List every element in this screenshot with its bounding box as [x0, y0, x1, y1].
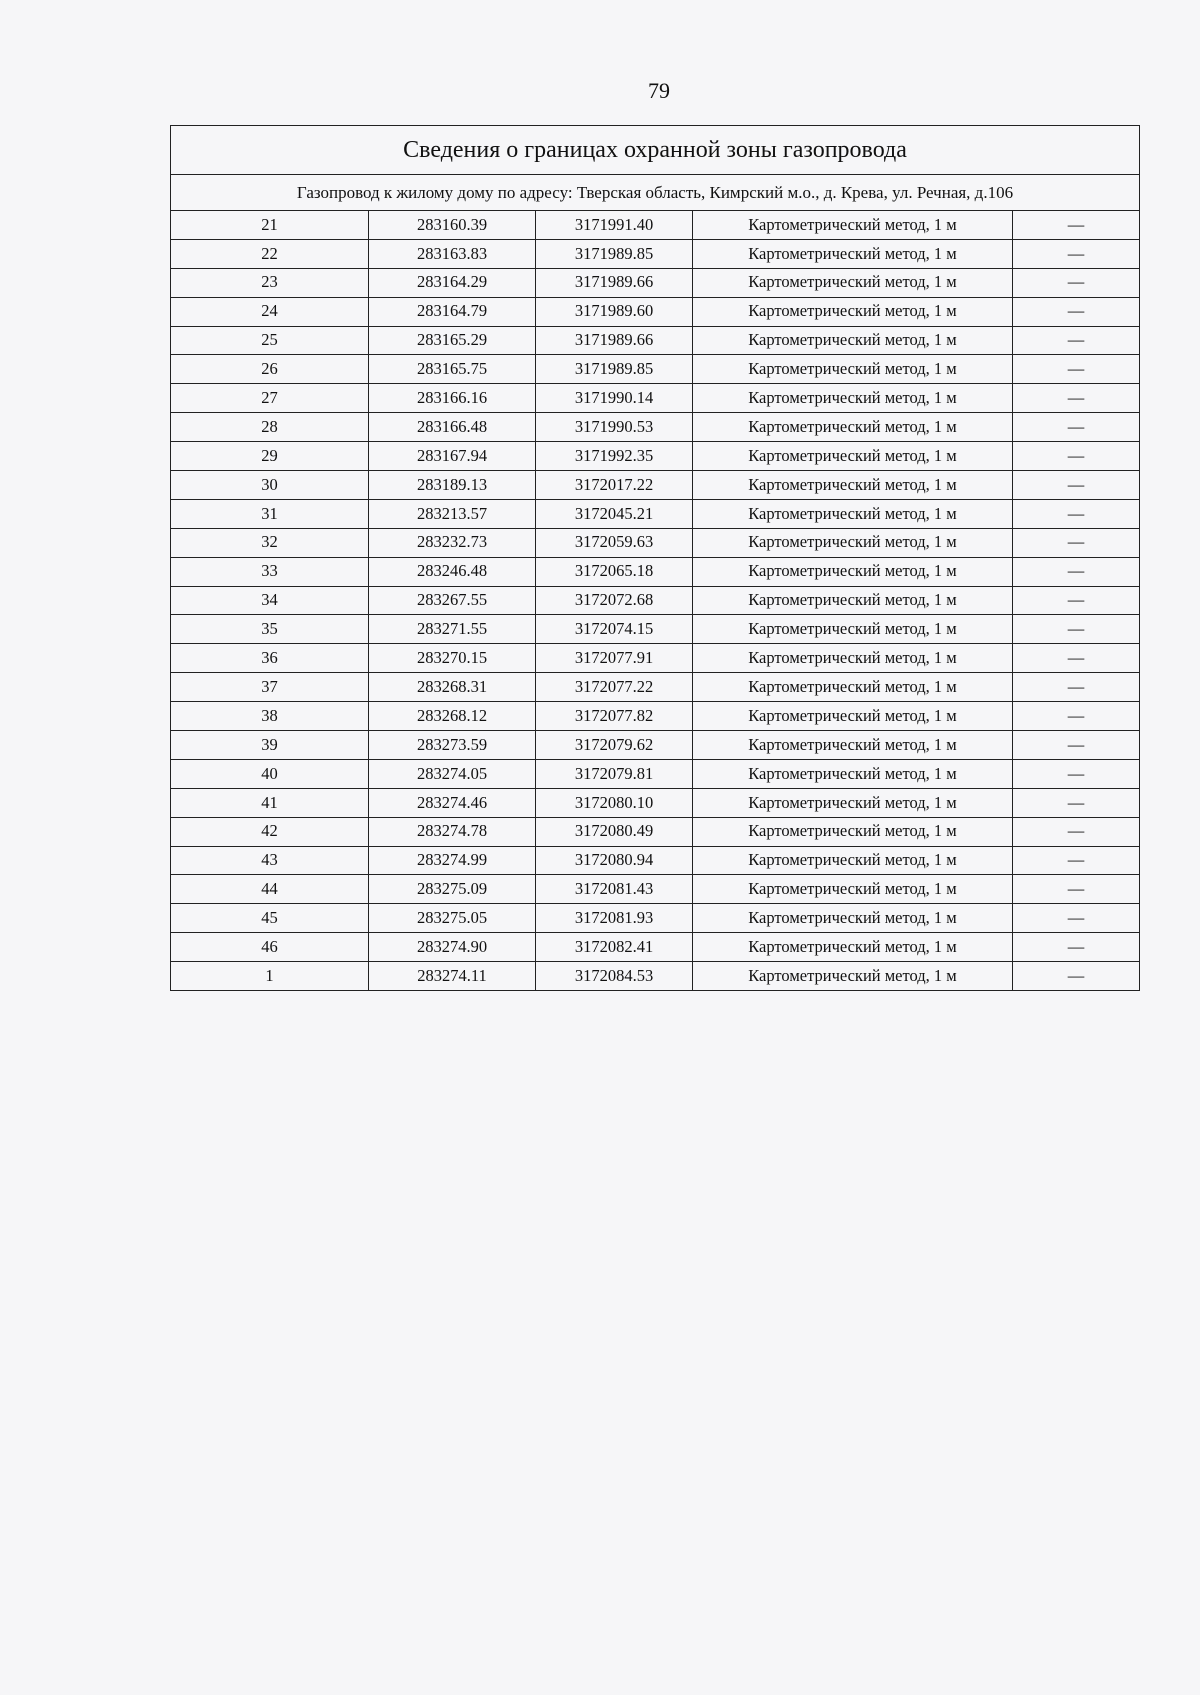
x-coordinate-cell: 283232.73 — [369, 528, 536, 557]
note-cell: — — [1013, 875, 1140, 904]
table-row — [171, 788, 1140, 817]
method-cell: Картометрический метод, 1 м — [693, 875, 1013, 904]
note-cell: — — [1013, 962, 1140, 991]
x-coordinate-cell: 283163.83 — [369, 239, 536, 268]
note-cell: — — [1013, 442, 1140, 471]
x-coordinate-cell: 283275.09 — [369, 875, 536, 904]
page-number: 79 — [648, 78, 670, 103]
y-coordinate-cell: 3172074.15 — [536, 615, 693, 644]
x-coordinate-cell: 283268.12 — [369, 702, 536, 731]
y-coordinate-cell: 3171992.35 — [536, 442, 693, 471]
y-coordinate-cell: 3172072.68 — [536, 586, 693, 615]
point-number-cell: 27 — [171, 384, 369, 413]
note-cell: — — [1013, 499, 1140, 528]
table-row — [171, 644, 1140, 673]
y-coordinate-cell: 3172080.10 — [536, 788, 693, 817]
point-number-cell: 36 — [171, 644, 369, 673]
table-row — [171, 268, 1140, 297]
point-number-cell: 41 — [171, 788, 369, 817]
method-cell: Картометрический метод, 1 м — [693, 759, 1013, 788]
point-number-cell: 26 — [171, 355, 369, 384]
table-row — [171, 528, 1140, 557]
note-cell: — — [1013, 846, 1140, 875]
method-cell: Картометрический метод, 1 м — [693, 268, 1013, 297]
table-row — [171, 557, 1140, 586]
table-row — [171, 384, 1140, 413]
table-row — [171, 471, 1140, 500]
point-number-cell: 29 — [171, 442, 369, 471]
point-number-cell: 43 — [171, 846, 369, 875]
method-cell: Картометрический метод, 1 м — [693, 557, 1013, 586]
note-cell: — — [1013, 297, 1140, 326]
y-coordinate-cell: 3171989.85 — [536, 355, 693, 384]
y-coordinate-cell: 3171991.40 — [536, 211, 693, 240]
note-cell: — — [1013, 355, 1140, 384]
x-coordinate-cell: 283274.46 — [369, 788, 536, 817]
y-coordinate-cell: 3171989.60 — [536, 297, 693, 326]
point-number-cell: 33 — [171, 557, 369, 586]
x-coordinate-cell: 283274.90 — [369, 933, 536, 962]
point-number-cell: 31 — [171, 499, 369, 528]
y-coordinate-cell: 3172081.93 — [536, 904, 693, 933]
table-row — [171, 211, 1140, 240]
y-coordinate-cell: 3172077.82 — [536, 702, 693, 731]
y-coordinate-cell: 3171989.66 — [536, 326, 693, 355]
note-cell: — — [1013, 702, 1140, 731]
method-cell: Картометрический метод, 1 м — [693, 211, 1013, 240]
table-row — [171, 413, 1140, 442]
x-coordinate-cell: 283268.31 — [369, 673, 536, 702]
note-cell: — — [1013, 615, 1140, 644]
point-number-cell: 25 — [171, 326, 369, 355]
note-cell: — — [1013, 904, 1140, 933]
y-coordinate-cell: 3172065.18 — [536, 557, 693, 586]
y-coordinate-cell: 3172080.49 — [536, 817, 693, 846]
y-coordinate-cell: 3172059.63 — [536, 528, 693, 557]
table-row — [171, 846, 1140, 875]
note-cell: — — [1013, 268, 1140, 297]
point-number-cell: 1 — [171, 962, 369, 991]
table-row — [171, 355, 1140, 384]
note-cell: — — [1013, 731, 1140, 760]
x-coordinate-cell: 283246.48 — [369, 557, 536, 586]
method-cell: Картометрический метод, 1 м — [693, 355, 1013, 384]
point-number-cell: 40 — [171, 759, 369, 788]
note-cell: — — [1013, 644, 1140, 673]
y-coordinate-cell: 3171990.14 — [536, 384, 693, 413]
x-coordinate-cell: 283271.55 — [369, 615, 536, 644]
note-cell: — — [1013, 788, 1140, 817]
y-coordinate-cell: 3172077.91 — [536, 644, 693, 673]
x-coordinate-cell: 283164.29 — [369, 268, 536, 297]
x-coordinate-cell: 283213.57 — [369, 499, 536, 528]
x-coordinate-cell: 283189.13 — [369, 471, 536, 500]
note-cell: — — [1013, 586, 1140, 615]
x-coordinate-cell: 283274.11 — [369, 962, 536, 991]
point-number-cell: 28 — [171, 413, 369, 442]
method-cell: Картометрический метод, 1 м — [693, 644, 1013, 673]
note-cell: — — [1013, 471, 1140, 500]
method-cell: Картометрический метод, 1 м — [693, 904, 1013, 933]
method-cell: Картометрический метод, 1 м — [693, 471, 1013, 500]
x-coordinate-cell: 283167.94 — [369, 442, 536, 471]
method-cell: Картометрический метод, 1 м — [693, 297, 1013, 326]
note-cell: — — [1013, 239, 1140, 268]
x-coordinate-cell: 283160.39 — [369, 211, 536, 240]
method-cell: Картометрический метод, 1 м — [693, 413, 1013, 442]
table-row — [171, 297, 1140, 326]
note-cell: — — [1013, 413, 1140, 442]
table-row — [171, 962, 1140, 991]
method-cell: Картометрический метод, 1 м — [693, 326, 1013, 355]
boundary-table-container — [170, 125, 1139, 991]
note-cell: — — [1013, 817, 1140, 846]
x-coordinate-cell: 283267.55 — [369, 586, 536, 615]
table-row — [171, 326, 1140, 355]
table-row — [171, 904, 1140, 933]
y-coordinate-cell: 3172077.22 — [536, 673, 693, 702]
point-number-cell: 44 — [171, 875, 369, 904]
y-coordinate-cell: 3172079.62 — [536, 731, 693, 760]
method-cell: Картометрический метод, 1 м — [693, 442, 1013, 471]
point-number-cell: 35 — [171, 615, 369, 644]
note-cell: — — [1013, 759, 1140, 788]
table-row — [171, 442, 1140, 471]
method-cell: Картометрический метод, 1 м — [693, 384, 1013, 413]
note-cell: — — [1013, 933, 1140, 962]
note-cell: — — [1013, 211, 1140, 240]
method-cell: Картометрический метод, 1 м — [693, 962, 1013, 991]
x-coordinate-cell: 283166.16 — [369, 384, 536, 413]
method-cell: Картометрический метод, 1 м — [693, 528, 1013, 557]
method-cell: Картометрический метод, 1 м — [693, 731, 1013, 760]
y-coordinate-cell: 3172081.43 — [536, 875, 693, 904]
table-row — [171, 615, 1140, 644]
table-row — [171, 933, 1140, 962]
method-cell: Картометрический метод, 1 м — [693, 499, 1013, 528]
table-row — [171, 499, 1140, 528]
table-row — [171, 731, 1140, 760]
table-row — [171, 673, 1140, 702]
y-coordinate-cell: 3172080.94 — [536, 846, 693, 875]
x-coordinate-cell: 283270.15 — [369, 644, 536, 673]
y-coordinate-cell: 3172084.53 — [536, 962, 693, 991]
point-number-cell: 39 — [171, 731, 369, 760]
point-number-cell: 45 — [171, 904, 369, 933]
point-number-cell: 37 — [171, 673, 369, 702]
x-coordinate-cell: 283274.78 — [369, 817, 536, 846]
point-number-cell: 34 — [171, 586, 369, 615]
point-number-cell: 23 — [171, 268, 369, 297]
table-body — [171, 211, 1140, 991]
y-coordinate-cell: 3172017.22 — [536, 471, 693, 500]
x-coordinate-cell: 283273.59 — [369, 731, 536, 760]
method-cell: Картометрический метод, 1 м — [693, 702, 1013, 731]
note-cell: — — [1013, 326, 1140, 355]
point-number-cell: 46 — [171, 933, 369, 962]
y-coordinate-cell: 3171989.85 — [536, 239, 693, 268]
note-cell: — — [1013, 528, 1140, 557]
table-row — [171, 875, 1140, 904]
table-row — [171, 702, 1140, 731]
y-coordinate-cell: 3172079.81 — [536, 759, 693, 788]
method-cell: Картометрический метод, 1 м — [693, 615, 1013, 644]
point-number-cell: 21 — [171, 211, 369, 240]
point-number-cell: 38 — [171, 702, 369, 731]
method-cell: Картометрический метод, 1 м — [693, 239, 1013, 268]
point-number-cell: 42 — [171, 817, 369, 846]
x-coordinate-cell: 283164.79 — [369, 297, 536, 326]
y-coordinate-cell: 3172082.41 — [536, 933, 693, 962]
y-coordinate-cell: 3171989.66 — [536, 268, 693, 297]
method-cell: Картометрический метод, 1 м — [693, 817, 1013, 846]
table-row — [171, 759, 1140, 788]
point-number-cell: 24 — [171, 297, 369, 326]
method-cell: Картометрический метод, 1 м — [693, 673, 1013, 702]
x-coordinate-cell: 283274.99 — [369, 846, 536, 875]
point-number-cell: 22 — [171, 239, 369, 268]
table-subtitle: Газопровод к жилому дому по адресу: Тверская область, Кимрский м.о., д. Крева, ул. Речная, д.106 — [171, 175, 1140, 211]
table-title: Сведения о границах охранной зоны газопровода — [171, 126, 1140, 175]
x-coordinate-cell: 283275.05 — [369, 904, 536, 933]
boundary-table — [170, 125, 1140, 991]
table-row — [171, 586, 1140, 615]
method-cell: Картометрический метод, 1 м — [693, 933, 1013, 962]
table-row — [171, 817, 1140, 846]
point-number-cell: 32 — [171, 528, 369, 557]
note-cell: — — [1013, 673, 1140, 702]
note-cell: — — [1013, 557, 1140, 586]
method-cell: Картометрический метод, 1 м — [693, 846, 1013, 875]
x-coordinate-cell: 283274.05 — [369, 759, 536, 788]
note-cell: — — [1013, 384, 1140, 413]
method-cell: Картометрический метод, 1 м — [693, 586, 1013, 615]
point-number-cell: 30 — [171, 471, 369, 500]
x-coordinate-cell: 283166.48 — [369, 413, 536, 442]
y-coordinate-cell: 3172045.21 — [536, 499, 693, 528]
y-coordinate-cell: 3171990.53 — [536, 413, 693, 442]
method-cell: Картометрический метод, 1 м — [693, 788, 1013, 817]
table-row — [171, 239, 1140, 268]
x-coordinate-cell: 283165.29 — [369, 326, 536, 355]
x-coordinate-cell: 283165.75 — [369, 355, 536, 384]
